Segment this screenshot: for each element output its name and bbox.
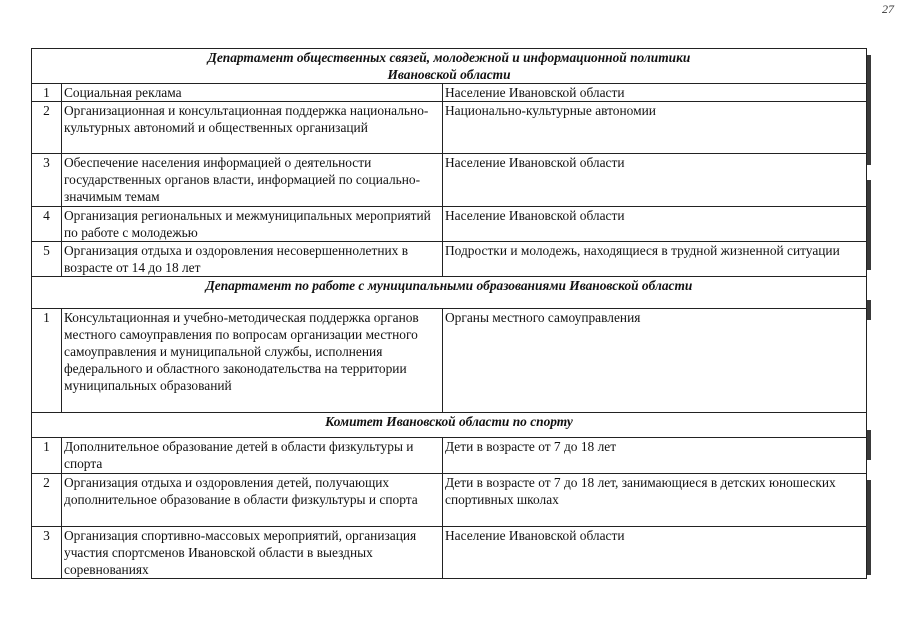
service-name: Дополнительное образование детей в области физкультуры и спорта (62, 438, 443, 474)
section-header (32, 413, 867, 438)
scan-edge-bar (867, 480, 871, 575)
section-title-line2: Ивановской области (387, 67, 511, 82)
service-target: Подростки и молодежь, находящиеся в трудной жизненной ситуации (443, 242, 867, 277)
row-number: 1 (32, 84, 62, 102)
section-header-row (32, 277, 867, 309)
section-title-line1: Департамент по работе с муниципальными образованиями Ивановской области (205, 278, 693, 293)
row-number: 1 (32, 309, 62, 413)
service-target: Дети в возрасте от 7 до 18 лет (443, 438, 867, 474)
row-number: 5 (32, 242, 62, 277)
table-row (32, 474, 867, 527)
row-number: 2 (32, 474, 62, 527)
section-header-row (32, 49, 867, 84)
table-row (32, 527, 867, 579)
scan-edge-bar (867, 430, 871, 460)
service-target: Национально-культурные автономии (443, 102, 867, 154)
row-number: 1 (32, 438, 62, 474)
service-target: Население Ивановской области (443, 154, 867, 207)
row-number: 3 (32, 154, 62, 207)
service-target: Дети в возрасте от 7 до 18 лет, занимающиеся в детских юношеских спортивных школах (443, 474, 867, 527)
service-name: Организация отдыха и оздоровления детей, получающих дополнительное образование в области физкультуры и спорта (62, 474, 443, 527)
table-row (32, 309, 867, 413)
row-number: 2 (32, 102, 62, 154)
table-row (32, 207, 867, 242)
table-row (32, 438, 867, 474)
table-row (32, 84, 867, 102)
service-name: Организация региональных и межмуниципальных мероприятий по работе с молодежью (62, 207, 443, 242)
page-number: 27 (882, 2, 894, 16)
section-title-line1: Департамент общественных связей, молодежной и информационной политики (207, 50, 691, 65)
service-target: Органы местного самоуправления (443, 309, 867, 413)
section-header (32, 49, 867, 84)
service-target: Население Ивановской области (443, 207, 867, 242)
scan-edge-bar (867, 300, 871, 320)
table-row (32, 242, 867, 277)
services-table (31, 48, 867, 579)
service-target: Население Ивановской области (443, 84, 867, 102)
row-number: 4 (32, 207, 62, 242)
row-number: 3 (32, 527, 62, 579)
service-name: Организация отдыха и оздоровления несовершеннолетних в возрасте от 14 до 18 лет (62, 242, 443, 277)
table-row (32, 154, 867, 207)
scan-edge-bar (867, 180, 871, 270)
scan-edge-bar (867, 55, 871, 165)
section-header-row (32, 413, 867, 438)
service-name: Консультационная и учебно-методическая поддержка органов местного самоуправления по вопросам организации местного самоуправления и муниципальной службы, исполнения федерального и областного законодательства на территории муниципальных образований (62, 309, 443, 413)
service-name: Социальная реклама (62, 84, 443, 102)
section-title-line1: Комитет Ивановской области по спорту (325, 414, 573, 429)
service-target: Население Ивановской области (443, 527, 867, 579)
service-name: Организационная и консультационная поддержка национально-культурных автономий и общественных организаций (62, 102, 443, 154)
service-name: Организация спортивно-массовых мероприятий, организация участия спортсменов Ивановской области в выездных соревнованиях (62, 527, 443, 579)
service-name: Обеспечение населения информацией о деятельности государственных органов власти, информацией по социально-значимым темам (62, 154, 443, 207)
section-header (32, 277, 867, 309)
table-row (32, 102, 867, 154)
